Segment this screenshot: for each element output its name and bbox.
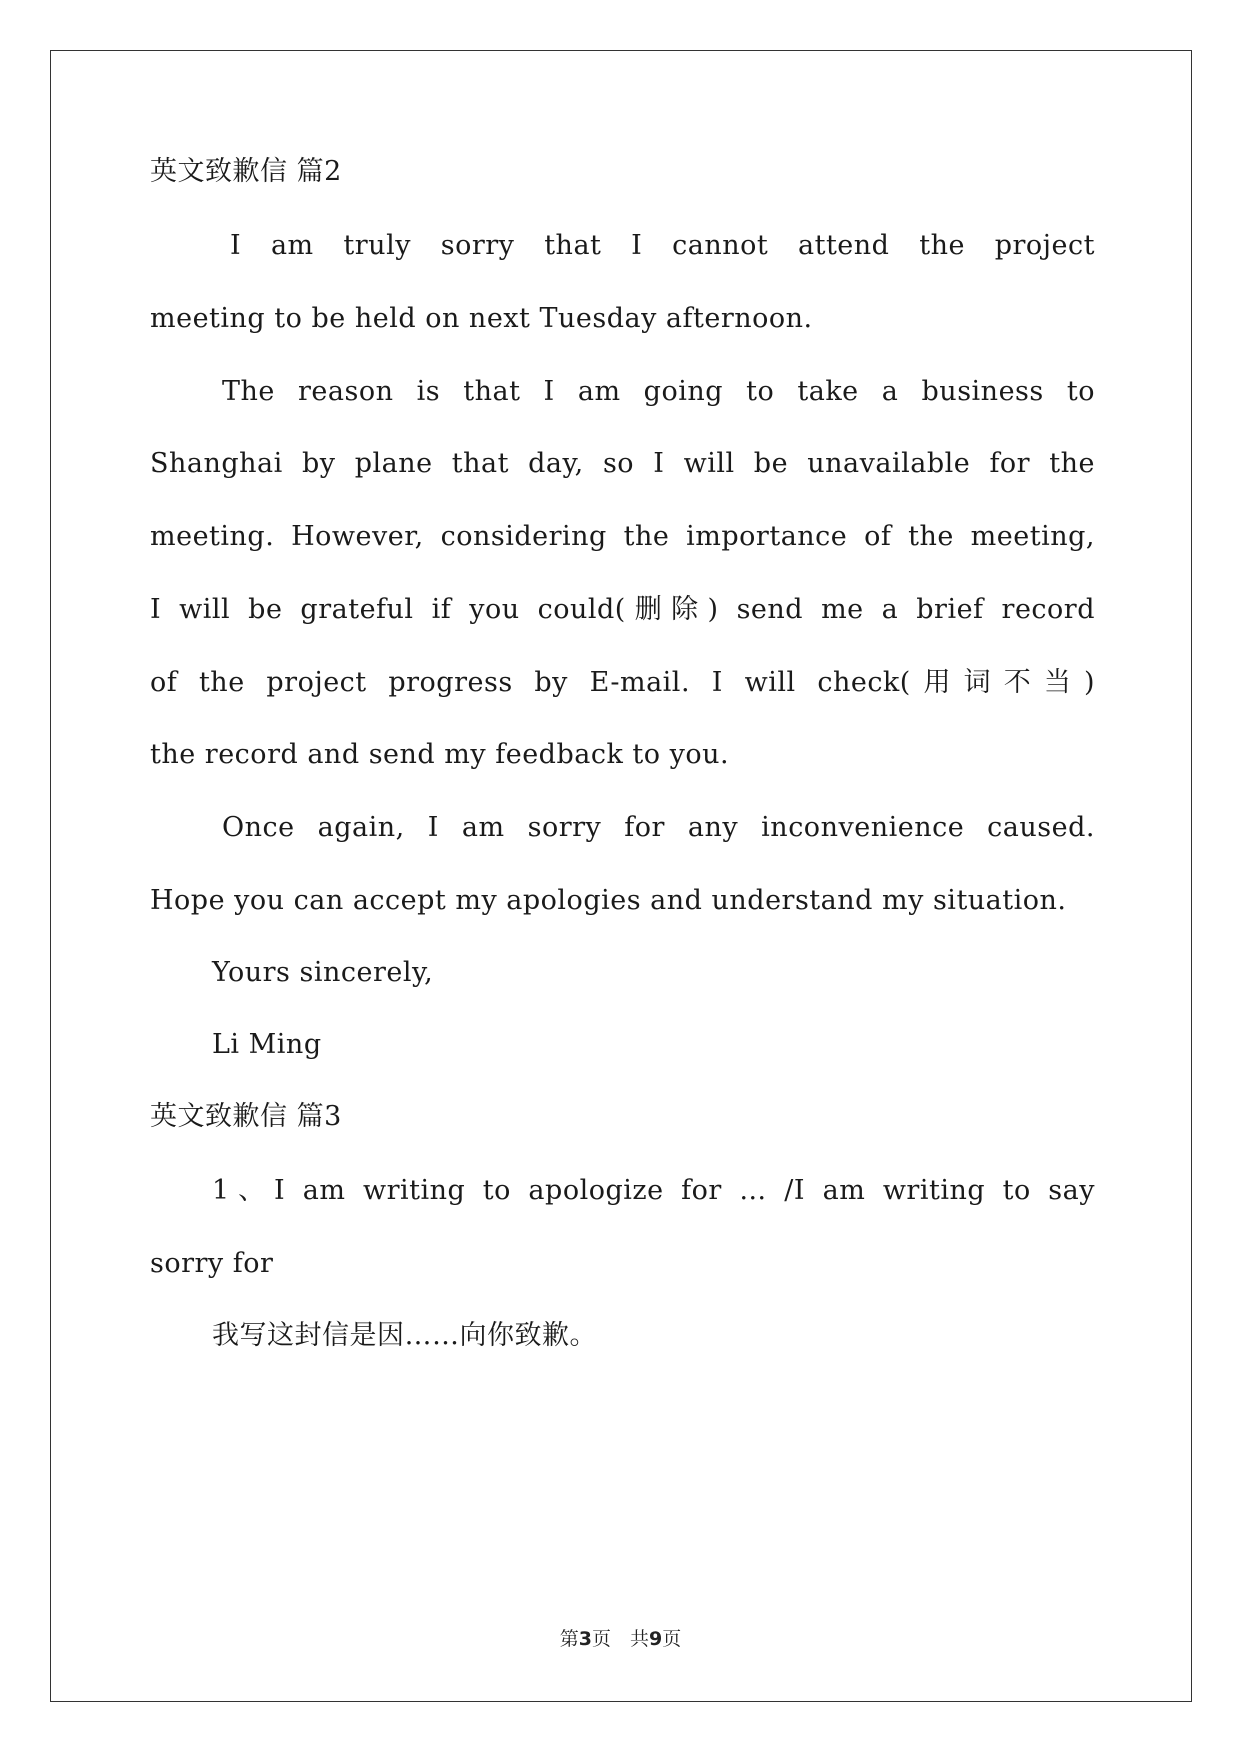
section-heading: 英文致歉信 篇2 — [150, 156, 342, 187]
footer-suffix: 页 — [662, 1628, 682, 1650]
paragraph-line: Once again, I am sorry for any inconvenience caused. — [222, 812, 1095, 843]
paragraph-line: the record and send my feedback to you. — [150, 739, 730, 770]
paragraph-line: I am truly sorry that I cannot attend the project — [230, 230, 1095, 261]
paragraph-line: The reason is that I am going to take a business to — [222, 376, 1095, 407]
footer-total-pages: 9 — [649, 1628, 663, 1650]
footer-page-number: 3 — [578, 1628, 592, 1650]
page-frame — [50, 50, 1192, 1702]
footer-middle: 页 共 — [591, 1628, 649, 1650]
paragraph-line: Shanghai by plane that day, so I will be unavailable for the — [150, 448, 1095, 479]
paragraph-line: meeting. However, considering the importance of the meeting, — [150, 521, 1095, 552]
paragraph-line: of the project progress by E-mail. I will check(用词不当) — [150, 667, 1095, 698]
paragraph-line: 1、I am writing to apologize for … /I am writing to say — [212, 1175, 1095, 1206]
footer-prefix: 第 — [559, 1628, 579, 1650]
paragraph-line: meeting to be held on next Tuesday afternoon. — [150, 303, 813, 334]
letter-closing: Yours sincerely, — [212, 957, 434, 988]
letter-signature: Li Ming — [212, 1029, 322, 1060]
translation-line: 我写这封信是因……向你致歉。 — [212, 1320, 597, 1351]
paragraph-line: sorry for — [150, 1248, 274, 1279]
section-heading: 英文致歉信 篇3 — [150, 1101, 342, 1132]
page-footer — [0, 1630, 1241, 1649]
paragraph-line: Hope you can accept my apologies and understand my situation. — [150, 885, 1067, 916]
paragraph-line: I will be grateful if you could(删除) send me a brief record — [150, 594, 1095, 625]
